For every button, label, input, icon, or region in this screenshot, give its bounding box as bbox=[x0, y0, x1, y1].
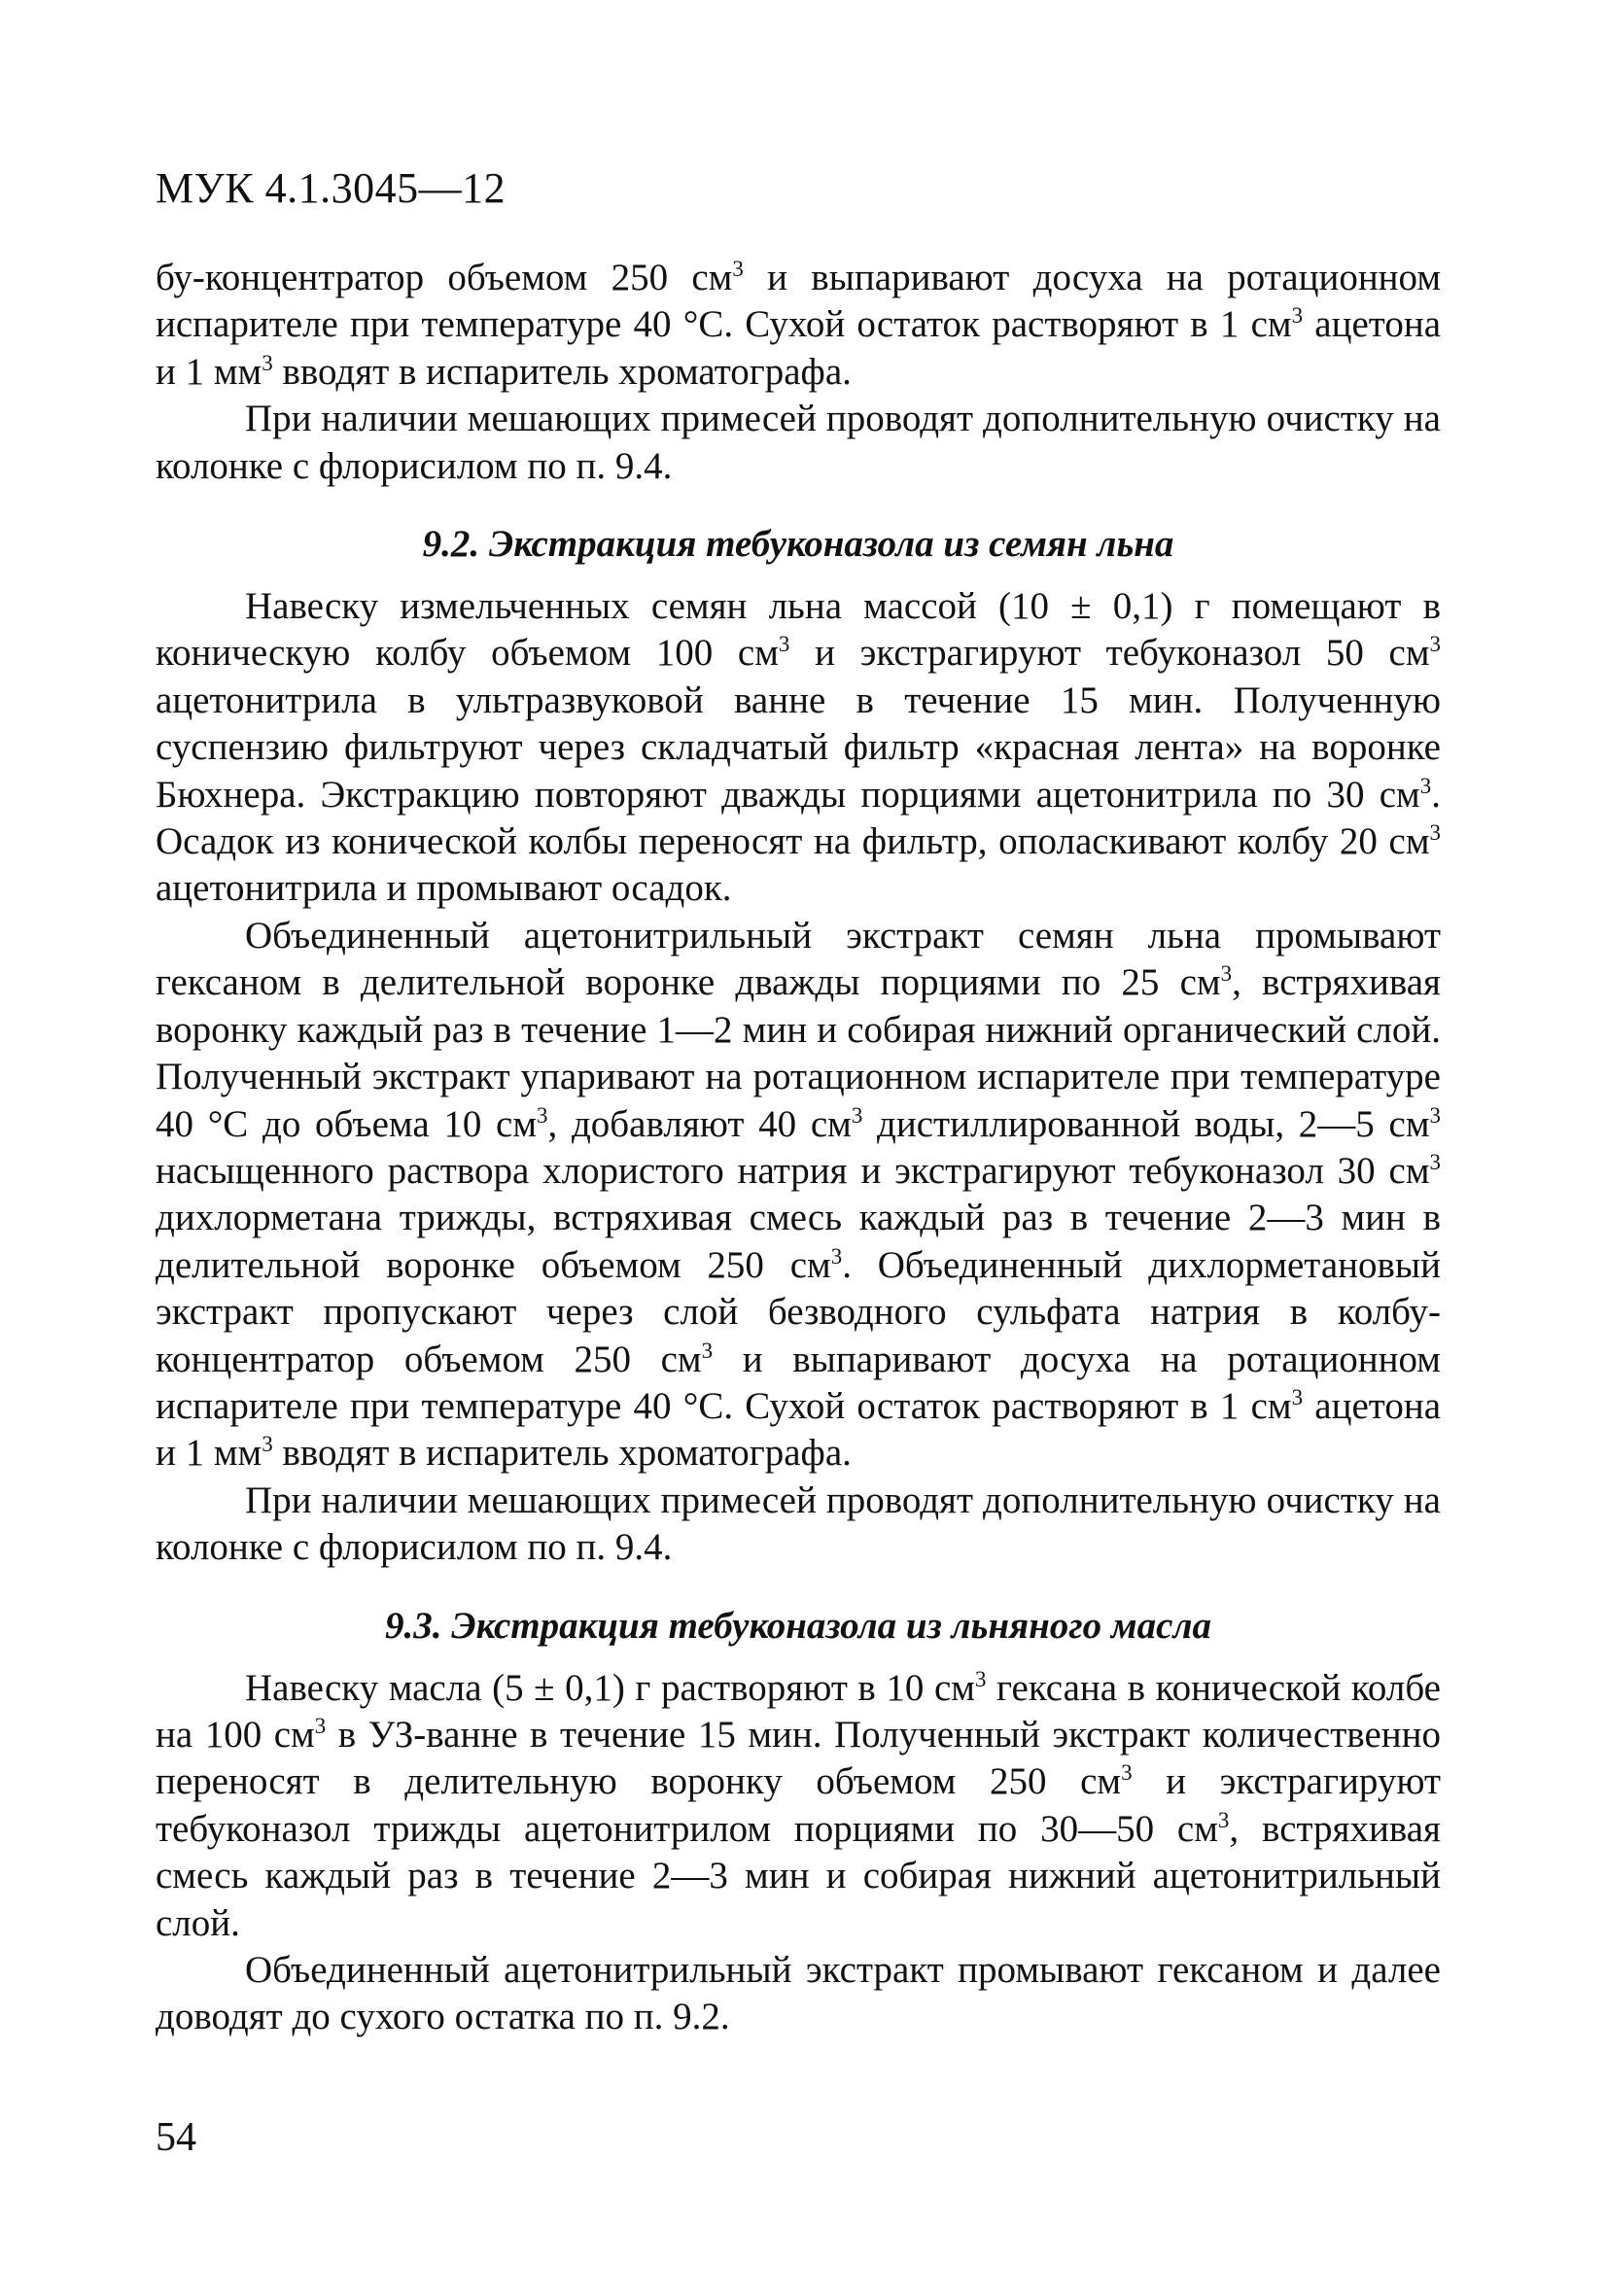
section-heading: 9.2. Экстракция тебуконазола из семян льна bbox=[422, 523, 1174, 566]
page-number: 54 bbox=[156, 2115, 196, 2160]
document-code-header: МУК 4.1.3045—12 bbox=[156, 164, 507, 212]
document-body bbox=[156, 255, 1441, 2041]
section-heading: 9.3. Экстракция тебуконазола из льняного масла bbox=[385, 1604, 1211, 1647]
body-paragraph: бу-концентратор объемом 250 $см^3$ и выпаривают досуха на ротационном испарителе при температуре 40 °С. Сухой остаток растворяют в 1 $см^3$ ацетона и 1 $мм^3$ вводят в испаритель хроматографа. bbox=[156, 257, 1442, 393]
body-paragraph: Навеску масла (5 ± 0,1) г растворяют в 10 $см^3$ гексана в конической колбе на 100 $см^3$ в УЗ-ванне в течение 15 мин. Полученный экстракт количественно переносят в делительную воронку объемом 250 $см^3$ и экстрагируют тебуконазол трижды ацетонитрилом порциями по 30—50 $см^3$, встряхивая смесь каждый раз в течение 2—3 мин и собирая нижний ацетонитрильный слой. bbox=[156, 1666, 1441, 1944]
body-paragraph: Объединенный ацетонитрильный экстракт семян льна промывают гексаном в делительной воронке дважды порциями по 25 $см^3$, встряхивая воронку каждый раз в течение 1—2 мин и собирая нижний органический слой. Полученный экстракт упаривают на ротационном испарителе при температуре 40 °С до объема 10 $см^3$, добавляют 40 $см^3$ дистиллированной воды, 2—5 $см^3$ насыщенного раствора хлористого натрия и экстрагируют тебуконазол 30 $см^3$ дихлорметана трижды, встряхивая смесь каждый раз в течение 2—3 мин в делительной воронке объемом 250 $см^3$. Объединенный дихлорметановый экстракт пропускают через слой безводного сульфата натрия в колбу-концентратор объемом 250 $см^3$ и выпаривают досуха на ротационном испарителе при температуре 40 °С. Сухой остаток растворяют в 1 $см^3$ ацетона и 1 $мм^3$ вводят в испаритель хроматографа. bbox=[156, 914, 1442, 1475]
body-paragraph: Объединенный ацетонитрильный экстракт промывают гексаном и далее доводят до сухого остатка по п. 9.2. bbox=[156, 1949, 1441, 2038]
body-paragraph: При наличии мешающих примесей проводят дополнительную очистку на колонке с флорисилом по п. 9.4. bbox=[156, 1478, 1441, 1569]
body-paragraph: Навеску измельченных семян льна массой (10 ± 0,1) г помещают в коническую колбу объемом 100 $см^3$ и экстрагируют тебуконазол 50 $см^3$ ацетонитрила в ультразвуковой ванне в течение 15 мин. Полученную суспензию фильтруют через складчатый фильтр «красная лента» на воронке Бюхнера. Экстракцию повторяют дважды порциями ацетонитрила по 30 $см^3$. Осадок из конической колбы переносят на фильтр, ополаскивают колбу 20 $см^3$ ацетонитрила и промывают осадок. bbox=[156, 585, 1441, 910]
body-paragraph: При наличии мешающих примесей проводят дополнительную очистку на колонке с флорисилом по п. 9.4. bbox=[156, 398, 1441, 487]
